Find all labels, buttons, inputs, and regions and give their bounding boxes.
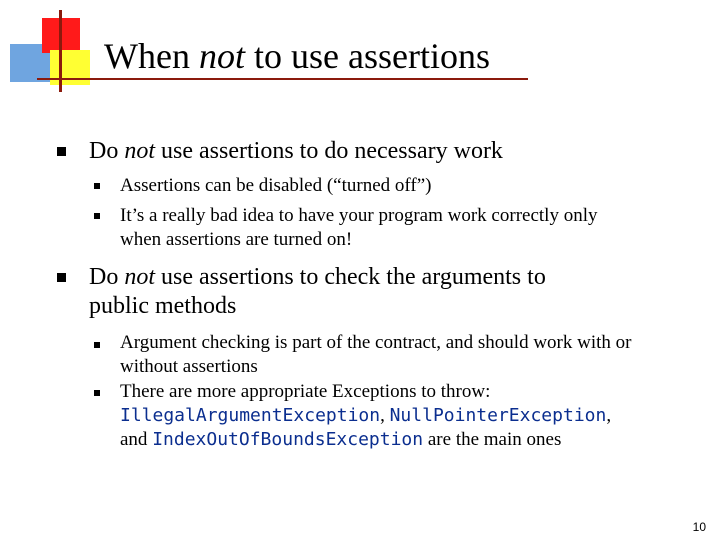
sub-bullet-marker — [94, 390, 100, 396]
bullet-1-sub-2: It’s a really bad idea to have your program work correctly only when assertions are turned on! — [120, 205, 598, 250]
bullet-1-text — [89, 137, 503, 166]
title-text-emphasis: not — [198, 36, 245, 76]
slide-title — [104, 36, 490, 76]
exception-illegal-argument: IllegalArgumentException — [120, 405, 381, 426]
exception-index-out-of-bounds: IndexOutOfBoundsException — [152, 429, 424, 450]
bullet-1-sub-1: Assertions can be disabled (“turned off”) — [120, 175, 432, 196]
bullet-2-text — [89, 263, 546, 321]
bullet-1-pre: Do — [89, 138, 125, 164]
sub-bullet-marker — [94, 213, 100, 219]
bullet-marker — [57, 273, 66, 282]
exceptions-intro: There are more appropriate Exceptions to throw: — [120, 381, 491, 402]
bullet-2-post-line1: use assertions to check the arguments to — [155, 264, 546, 290]
title-underline — [37, 78, 528, 80]
bullet-2-post-line2: public methods — [89, 293, 237, 319]
exceptions-tail: are the main ones — [423, 429, 562, 450]
bullet-2-emphasis: not — [124, 264, 156, 290]
bullet-2-sub-1: Argument checking is part of the contract, and should work with or without assertions — [120, 332, 632, 377]
sub-bullet-marker — [94, 342, 100, 348]
sub-bullet-marker — [94, 183, 100, 189]
title-text-post: to use assertions — [244, 36, 490, 76]
bullet-2-pre: Do — [89, 264, 125, 290]
exceptions-separator: , — [380, 405, 390, 426]
bullet-2-sub-2 — [120, 380, 680, 452]
page-number: 10 — [692, 520, 706, 534]
exception-null-pointer: NullPointerException — [389, 405, 607, 426]
bullet-1-post: use assertions to do necessary work — [155, 138, 503, 164]
exceptions-separator: , — [606, 405, 612, 426]
exceptions-and: and — [120, 429, 153, 450]
decorative-logo — [0, 0, 110, 100]
title-text-pre: When — [104, 36, 199, 76]
bullet-1-emphasis: not — [124, 138, 156, 164]
bullet-marker — [57, 147, 66, 156]
